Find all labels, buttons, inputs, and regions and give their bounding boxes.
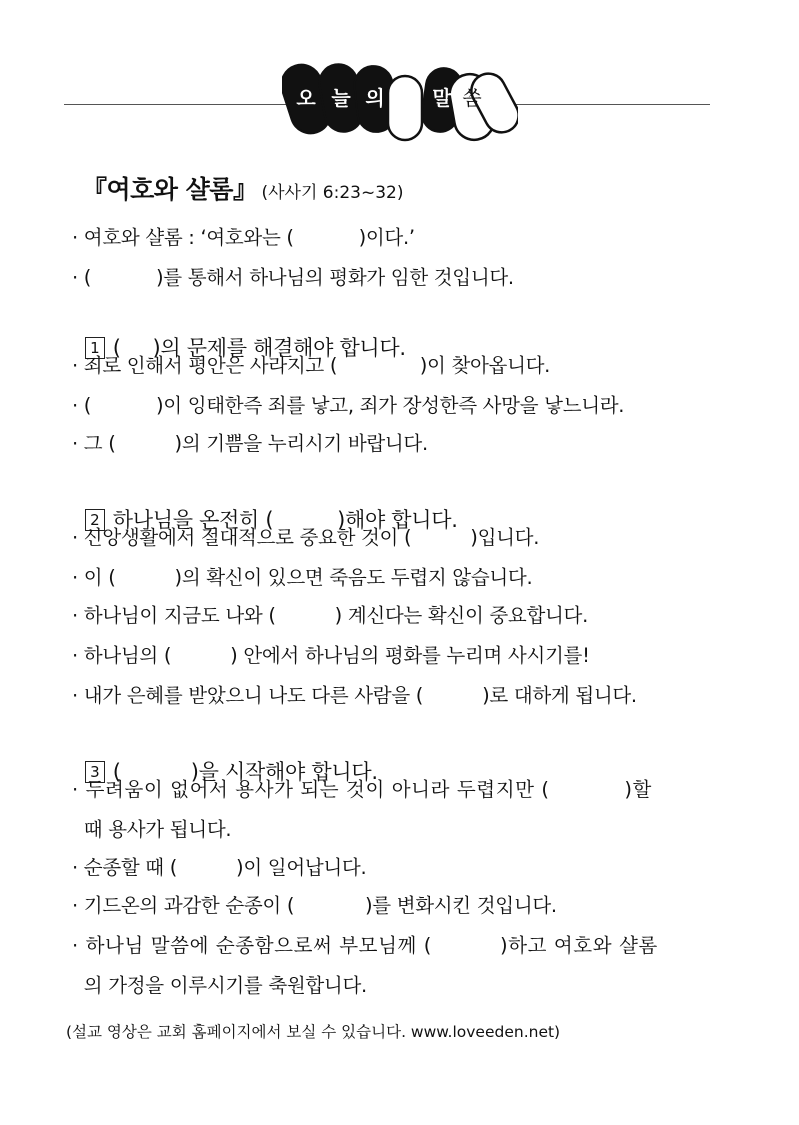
intro-line-2: · ( )를 통해서 하나님의 평화가 임한 것입니다. bbox=[72, 266, 514, 289]
section-2-number: 2 bbox=[85, 509, 105, 531]
section-3-number: 3 bbox=[85, 761, 105, 783]
section-2-line-4: · 하나님의 ( ) 안에서 하나님의 평화를 누리며 사시기를! bbox=[72, 644, 590, 667]
header-banner bbox=[0, 0, 799, 150]
section-1-heading-text: ( )의 문제를 해결해야 합니다. bbox=[112, 336, 406, 360]
section-2-line-1: · 신앙생활에서 절대적으로 중요한 것이 ( )입니다. bbox=[72, 526, 540, 549]
section-3-line-4: · 기드온의 과감한 순종이 ( )를 변화시킨 것입니다. bbox=[72, 894, 557, 917]
header-pill-group bbox=[282, 60, 518, 160]
section-2-line-5: · 내가 은혜를 받았으니 나도 다른 사람을 ( )로 대하게 됩니다. bbox=[72, 684, 637, 707]
section-1-number: 1 bbox=[85, 337, 105, 359]
header-char-4: 말 bbox=[432, 86, 452, 110]
section-3-heading-text: ( )을 시작해야 합니다. bbox=[112, 760, 378, 784]
section-2-heading-text: 하나님을 온전히 ( )해야 합니다. bbox=[112, 508, 458, 532]
section-1-line-1: · 죄로 인해서 평안은 사라지고 ( )이 찾아옵니다. bbox=[72, 354, 551, 377]
footer-note: (설교 영상은 교회 홈페이지에서 보실 수 있습니다. www.loveeden.net) bbox=[66, 1023, 561, 1041]
sermon-title bbox=[82, 170, 403, 206]
section-3-line-2: 때 용사가 됩니다. bbox=[72, 818, 232, 841]
section-2-line-3: · 하나님이 지금도 나와 ( ) 계신다는 확신이 중요합니다. bbox=[72, 604, 588, 627]
section-1-line-2: · ( )이 잉태한즉 죄를 낳고, 죄가 장성한즉 사망을 낳느니라. bbox=[72, 394, 625, 417]
header-char-1: 오 bbox=[296, 86, 316, 110]
section-3-line-1: · 두려움이 없어서 용사가 되는 것이 아니라 두렵지만 ( )할 bbox=[72, 778, 652, 801]
section-3-line-5: · 하나님 말씀에 순종함으로써 부모님께 ( )하고 여호와 샬롬 bbox=[72, 934, 658, 957]
section-3-line-6: 의 가정을 이루시기를 축원합니다. bbox=[72, 974, 367, 997]
section-1-line-3: · 그 ( )의 기쁨을 누리시기 바랍니다. bbox=[72, 432, 428, 455]
sermon-scripture-reference: (사사기 6:23~32) bbox=[261, 183, 404, 203]
header-char-5: 씀 bbox=[462, 86, 482, 110]
header-char-3: 의 bbox=[365, 86, 385, 110]
intro-line-1: · 여호와 샬롬 : ‘여호와는 ( )이다.’ bbox=[72, 226, 415, 249]
header-char-2: 늘 bbox=[331, 86, 351, 110]
section-2-line-2: · 이 ( )의 확신이 있으면 죽음도 두렵지 않습니다. bbox=[72, 566, 533, 589]
sermon-title-main: 『여호와 샬롬』 bbox=[82, 175, 258, 204]
section-3-line-3: · 순종할 때 ( )이 일어납니다. bbox=[72, 856, 367, 879]
pill-shapes bbox=[282, 60, 518, 160]
